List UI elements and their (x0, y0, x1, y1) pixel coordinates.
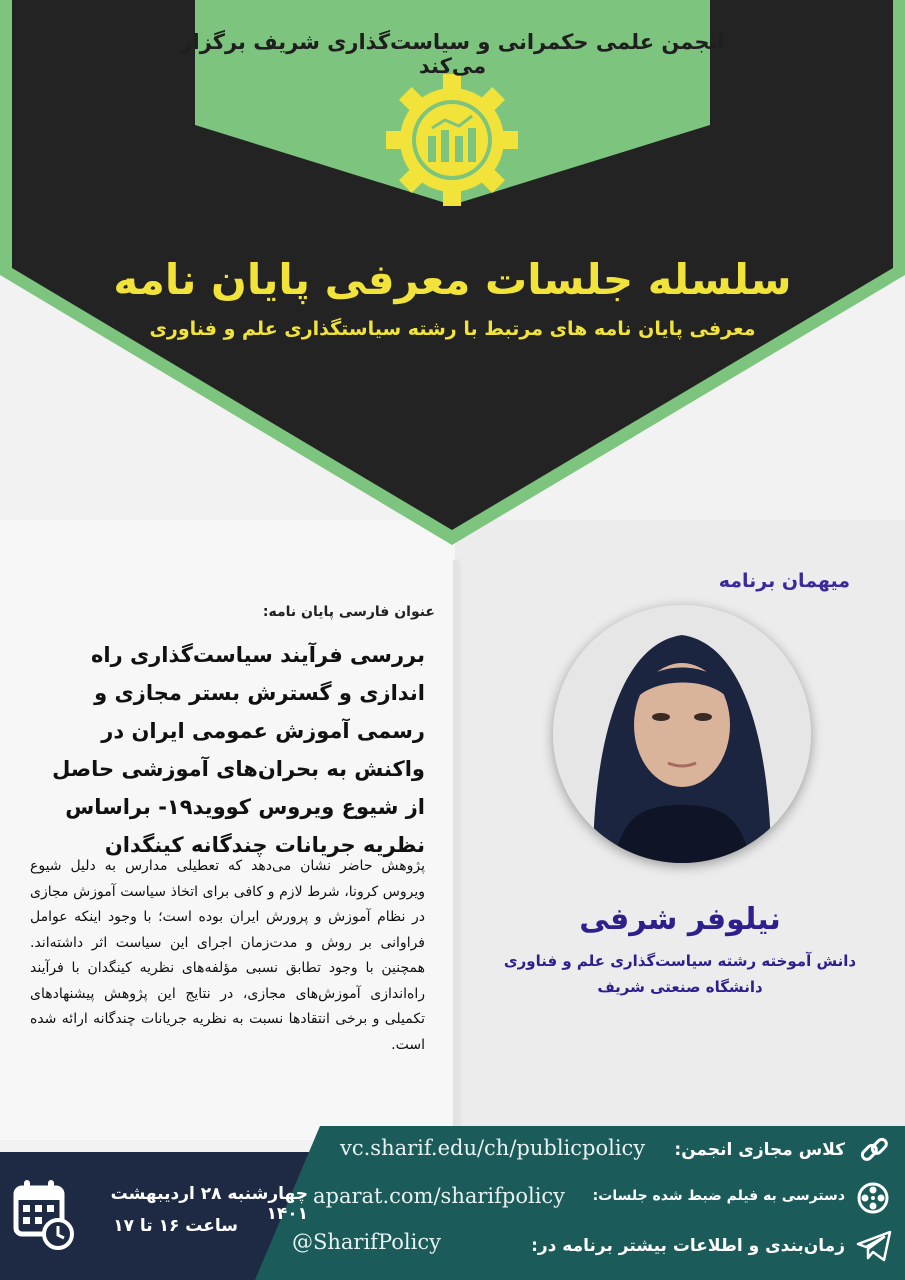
thesis-abstract: پژوهش حاضر نشان می‌دهد که تعطیلی مدارس به دلیل شیوع ویروس کرونا، شرط لازم و کافی برای اتخاذ سیاست آموزش مجازی در نظام آموزش و پرورش ایران بوده است؛ با وجود اینکه عوامل فراوانی بر روش و مدت‌زمان اجرای این سیاست اثر داشته‌اند. همچنین با وجود تطابق نسبی مؤلفه‌های نظریه کینگدان با فرآیند راه‌اندازی آموزش‌های مجازی، در نتایج این پژوهش پیشنهادهای تکمیلی و برخی انتقادها نسبت به نظریه جریانات چندگانه ارائه شده است. (30, 858, 425, 1053)
guest-role (470, 948, 890, 1000)
telegram-handle[interactable]: @SharifPolicy (292, 1230, 441, 1254)
schedule-time: ساعت ۱۶ تا ۱۷ (113, 1216, 238, 1236)
link-icon (858, 1134, 890, 1166)
gear-logo-icon (386, 74, 518, 206)
guest-university: دانشگاه صنعتی شریف (597, 978, 763, 996)
telegram-label: زمان‌بندی و اطلاعات بیشتر برنامه در: (531, 1236, 845, 1256)
virtual-class-label: کلاس مجازی انجمن: (674, 1140, 845, 1160)
thesis-title: بررسی فرآیند سیاست‌گذاری راه اندازی و گسترش بستر مجازی و رسمی آموزش عمومی ایران در واکنش به بحران‌های آموزشی حاصل از شیوع ویروس کووید۱۹- براساس نظریه جریانات چندگانه کینگدان (52, 643, 425, 857)
aparat-label: دسترسی به فیلم ضبط شده جلسات: (592, 1188, 845, 1204)
calendar-clock-icon (12, 1178, 74, 1252)
organizer-text: انجمن علمی حکمرانی و سیاست‌گذاری شریف برگزار می‌کند (180, 30, 725, 78)
page-subtitle: معرفی پایان نامه های مرتبط با رشته سیاستگذاری علم و فناوری (149, 318, 756, 340)
guest-photo (553, 605, 811, 863)
guest-field: دانش آموخته رشته سیاست‌گذاری علم و فناوری (503, 952, 857, 970)
guest-heading: میهمان برنامه (718, 570, 850, 592)
film-reel-icon (856, 1181, 890, 1215)
telegram-icon (856, 1230, 892, 1262)
guest-name: نیلوفر شرفی (579, 902, 781, 937)
aparat-url[interactable]: aparat.com/sharifpolicy (313, 1184, 566, 1208)
page-title: سلسله جلسات معرفی پایان نامه (113, 255, 792, 304)
schedule-date: چهارشنبه ۲۸ اردیبهشت ۱۴۰۱ (110, 1184, 308, 1224)
panel-divider (453, 560, 457, 1130)
virtual-class-url[interactable]: vc.sharif.edu/ch/publicpolicy (340, 1136, 646, 1160)
thesis-label: عنوان فارسی پایان نامه: (262, 604, 435, 620)
